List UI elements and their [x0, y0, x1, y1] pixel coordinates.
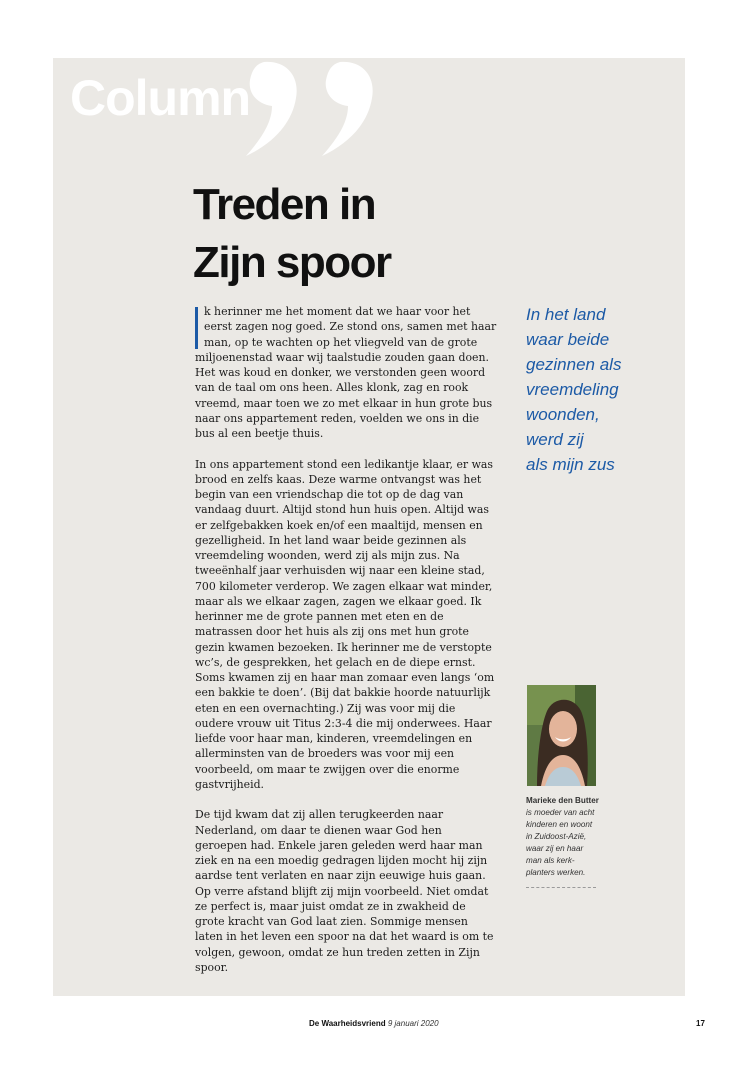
publication-date: 9 januari 2020 [387, 1019, 439, 1028]
author-bio-line: in Zuidoost-Azië, [526, 832, 587, 841]
pull-quote-line: In het land [526, 305, 606, 324]
author-bio-line: planters werken. [526, 868, 586, 877]
author-name: Marieke den Butter [526, 796, 599, 805]
pull-quote [526, 302, 656, 477]
pull-quote-line: werd zij [526, 430, 584, 449]
body-paragraph-1-text: k herinner me het moment dat we haar voor het eerst zagen nog goed. Ze stond ons, samen met haar man, op te wachten op het vliegveld van de grote miljoenenstad waar wij taalstudie zouden gaan doen. Het was koud en donker, we verstonden geen woord van de taal om ons heen. Alles klonk, zag en rook vreemd, maar toen we zo met elkaar in hun grote bus naar ons appartement reden, voelden we ons in die bus al een beetje thuis. [195, 305, 497, 440]
body-paragraph-2: In ons appartement stond een ledikantje klaar, er was brood en zelfs kaas. Deze warme ontvangst was het begin van een vriendschap die tot op de dag van vandaag duurt. Altijd stond hun huis open. Altijd was er zelfgebakken koek en/of een maaltijd, mensen en gezelligheid. In het land waar beide gezinnen als vreemdeling woonden, werd zij als mijn zus. Na tweeënhalf jaar verhuisden wij naar een kleine stad, 700 kilometer verderop. We zagen elkaar wat minder, maar als we elkaar zagen, zagen we elkaar goed. Ik herinner me de grote pannen met eten en de matrassen door het huis als zij ons met hun grote gezin kwamen bezoeken. Ik herinner me de verstopte wc’s, de gesprekken, het gelach en de diepe ernst. Soms kwamen zij en haar man zomaar even langs ‘om een bakkie te doen’. (Bij dat bakkie hoorde natuurlijk eten en een overnachting.) Zij was voor mij die oudere vrouw uit Titus 2:3-4 die mij onderwees. Haar liefde voor haar man, kinderen, vreemdelingen en allerminsten van de broeders was voor mij een voorbeeld, om maar te zwijgen over die enorme gastvrijheid. [195, 457, 495, 791]
author-bio-line: waar zij en haar [526, 844, 584, 853]
drop-cap-bar [195, 307, 198, 349]
headline-line-1: Treden in [193, 180, 376, 229]
pull-quote-line: woonden, [526, 405, 600, 424]
author-photo [527, 685, 596, 786]
caption-divider [526, 887, 596, 888]
author-bio-line: is moeder van acht [526, 808, 595, 817]
pull-quote-line: vreemdeling [526, 380, 619, 399]
page-number: 17 [696, 1019, 705, 1028]
article-body [195, 304, 497, 990]
quote-mark-icon [242, 58, 390, 158]
author-caption [526, 795, 616, 879]
page-footer [0, 1019, 738, 1033]
publication-name: De Waarheidsvriend [309, 1019, 386, 1028]
section-kicker: Column [70, 70, 251, 126]
body-paragraph-1 [195, 304, 497, 441]
headline-line-2: Zijn spoor [193, 238, 391, 287]
article-headline [193, 176, 533, 292]
pull-quote-line: gezinnen als [526, 355, 622, 374]
pull-quote-line: waar beide [526, 330, 610, 349]
pull-quote-line: als mijn zus [526, 455, 615, 474]
footer-publication [309, 1019, 439, 1028]
body-paragraph-3: De tijd kwam dat zij allen terugkeerden naar Nederland, om daar te dienen waar God hen geroepen had. Enkele jaren geleden werd haar man ziek en na een moedig gedragen lijden mocht hij zijn aardse tent verlaten en naar zijn eeuwige huis gaan. Op verre afstand blijft zij mijn voorbeeld. Niet omdat ze perfect is, maar juist omdat ze in zwakheid de grote kracht van God laat zien. Sommige mensen laten in het leven een spoor na dat het waard is om te volgen, gewoon, omdat ze hun treden zetten in Zijn spoor. [195, 808, 494, 974]
author-bio-line: man als kerk- [526, 856, 575, 865]
author-bio-line: kinderen en woont [526, 820, 593, 829]
